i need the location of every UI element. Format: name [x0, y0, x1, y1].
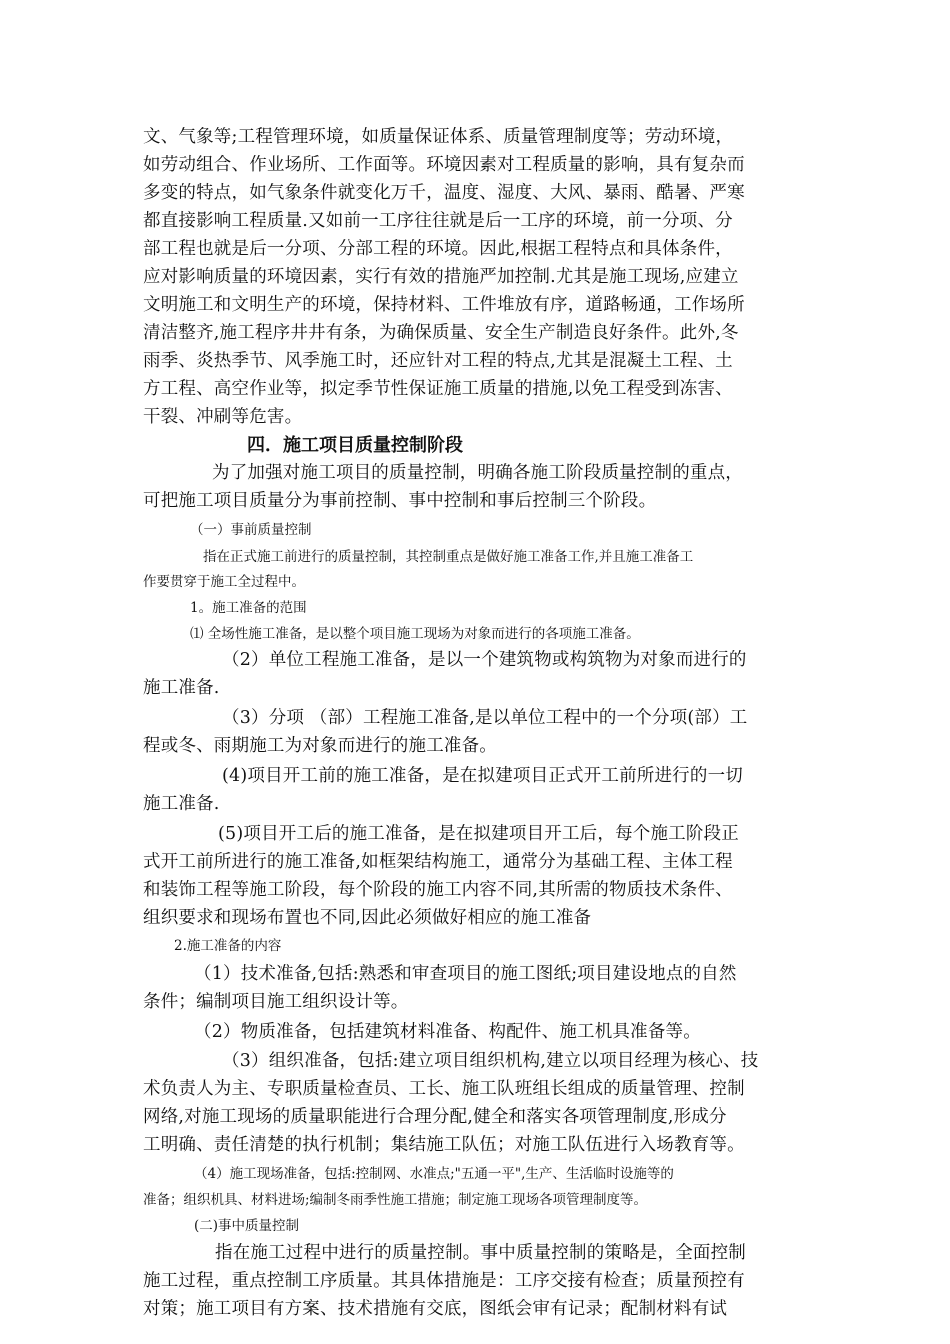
subsection-desc-line: 施工过程，重点控制工序质量。其具体措施是：工序交接有检查；质量预控有: [143, 1271, 745, 1291]
list-item: （1）技术准备,包括:熟悉和审查项目的施工图纸;项目建设地点的自然: [194, 964, 737, 984]
list-item-cont: 网络,对施工现场的质量职能进行合理分配,健全和落实各项管理制度,形成分: [143, 1107, 727, 1127]
list-item-cont: 术负责人为主、专职质量检查员、工长、施工队班组长组成的质量管理、控制: [143, 1079, 745, 1099]
env-paragraph-line: 都直接影响工程质量.又如前一工序往往就是后一工序的环境，前一分项、分: [143, 211, 733, 231]
env-paragraph-line: 雨季、炎热季节、风季施工时，还应针对工程的特点,尤其是混凝土工程、土: [143, 351, 733, 371]
list-item: （3）组织准备，包括:建立项目组织机构,建立以项目经理为核心、技: [222, 1051, 759, 1071]
env-paragraph-line: 文明施工和文明生产的环境，保持材料、工件堆放有序，道路畅通，工作场所: [143, 295, 745, 315]
section-intro-line: 为了加强对施工项目的质量控制，明确各施工阶段质量控制的重点，: [212, 463, 743, 483]
list-item-cont: 工明确、责任清楚的执行机制；集结施工队伍；对施工队伍进行入场教育等。: [143, 1135, 745, 1155]
list-item-cont: 条件；编制项目施工组织设计等。: [143, 992, 409, 1012]
list-item: （4）施工现场准备，包括:控制网、水准点;"五通一平",生产、生活临时设施等的: [194, 1166, 674, 1182]
list-item: （2）物质准备，包括建筑材料准备、构配件、施工机具准备等。: [194, 1022, 701, 1042]
env-paragraph-line: 清洁整齐,施工程序井井有条，为确保质量、安全生产制造良好条件。此外,冬: [143, 323, 739, 343]
subsection-desc-line: 指在施工过程中进行的质量控制。事中质量控制的策略是，全面控制: [215, 1243, 746, 1263]
env-paragraph-line: 如劳动组合、作业场所、工作面等。环境因素对工程质量的影响，具有复杂而: [143, 155, 745, 175]
env-paragraph-line: 多变的特点，如气象条件就变化万千，温度、湿度、大风、暴雨、酷暑、严寒: [143, 183, 745, 203]
list-item-cont: 准备；组织机具、材料进场;编制冬雨季性施工措施；制定施工现场各项管理制度等。: [143, 1192, 648, 1208]
env-paragraph-line: 部工程也就是后一分项、分部工程的环境。因此,根据工程特点和具体条件，: [143, 239, 733, 259]
item-heading: 2.施工准备的内容: [174, 938, 282, 954]
list-item: (5)项目开工后的施工准备，是在拟建项目开工后，每个施工阶段正: [218, 824, 739, 844]
list-item: ⑴ 全场性施工准备，是以整个项目施工现场为对象而进行的各项施工准备。: [190, 626, 640, 642]
list-item-cont: 组织要求和现场布置也不同,因此必须做好相应的施工准备: [143, 908, 592, 928]
env-paragraph-line: 文、气象等;工程管理环境，如质量保证体系、质量管理制度等；劳动环境，: [143, 127, 734, 147]
env-paragraph-line: 干裂、冲刷等危害。: [143, 407, 303, 427]
section-intro-line: 可把施工项目质量分为事前控制、事中控制和事后控制三个阶段。: [143, 491, 657, 511]
list-item-cont: 和装饰工程等施工阶段，每个阶段的施工内容不同,其所需的物质技术条件、: [143, 880, 733, 900]
subsection-heading: (二)事中质量控制: [194, 1218, 300, 1234]
list-item-cont: 施工准备.: [143, 678, 220, 698]
list-item: (4)项目开工前的施工准备，是在拟建项目正式开工前所进行的一切: [222, 766, 743, 786]
env-paragraph-line: 方工程、高空作业等，拟定季节性保证施工质量的措施,以免工程受到冻害、: [143, 379, 733, 399]
list-item-cont: 程或冬、雨期施工为对象而进行的施工准备。: [143, 736, 497, 756]
env-paragraph-line: 应对影响质量的环境因素，实行有效的措施严加控制.尤其是施工现场,应建立: [143, 267, 739, 287]
item-heading: 1。施工准备的范围: [190, 600, 307, 616]
list-item: （3）分项 （部）工程施工准备,是以单位工程中的一个分项(部）工: [222, 708, 748, 728]
list-item-cont: 施工准备.: [143, 794, 220, 814]
list-item-cont: 式开工前所进行的施工准备,如框架结构施工，通常分为基础工程、主体工程: [143, 852, 733, 872]
list-item: （2）单位工程施工准备，是以一个建筑物或构筑物为对象而进行的: [222, 650, 747, 670]
subsection-desc-line: 指在正式施工前进行的质量控制，其控制重点是做好施工准备工作,并且施工准备工: [203, 549, 694, 565]
subsection-desc-line: 对策；施工项目有方案、技术措施有交底，图纸会审有记录；配制材料有试: [143, 1299, 728, 1319]
subsection-desc-line: 作要贯穿于施工全过程中。: [143, 574, 305, 590]
section-heading: 四．施工项目质量控制阶段: [247, 435, 463, 456]
subsection-heading: （一）事前质量控制: [190, 522, 312, 538]
